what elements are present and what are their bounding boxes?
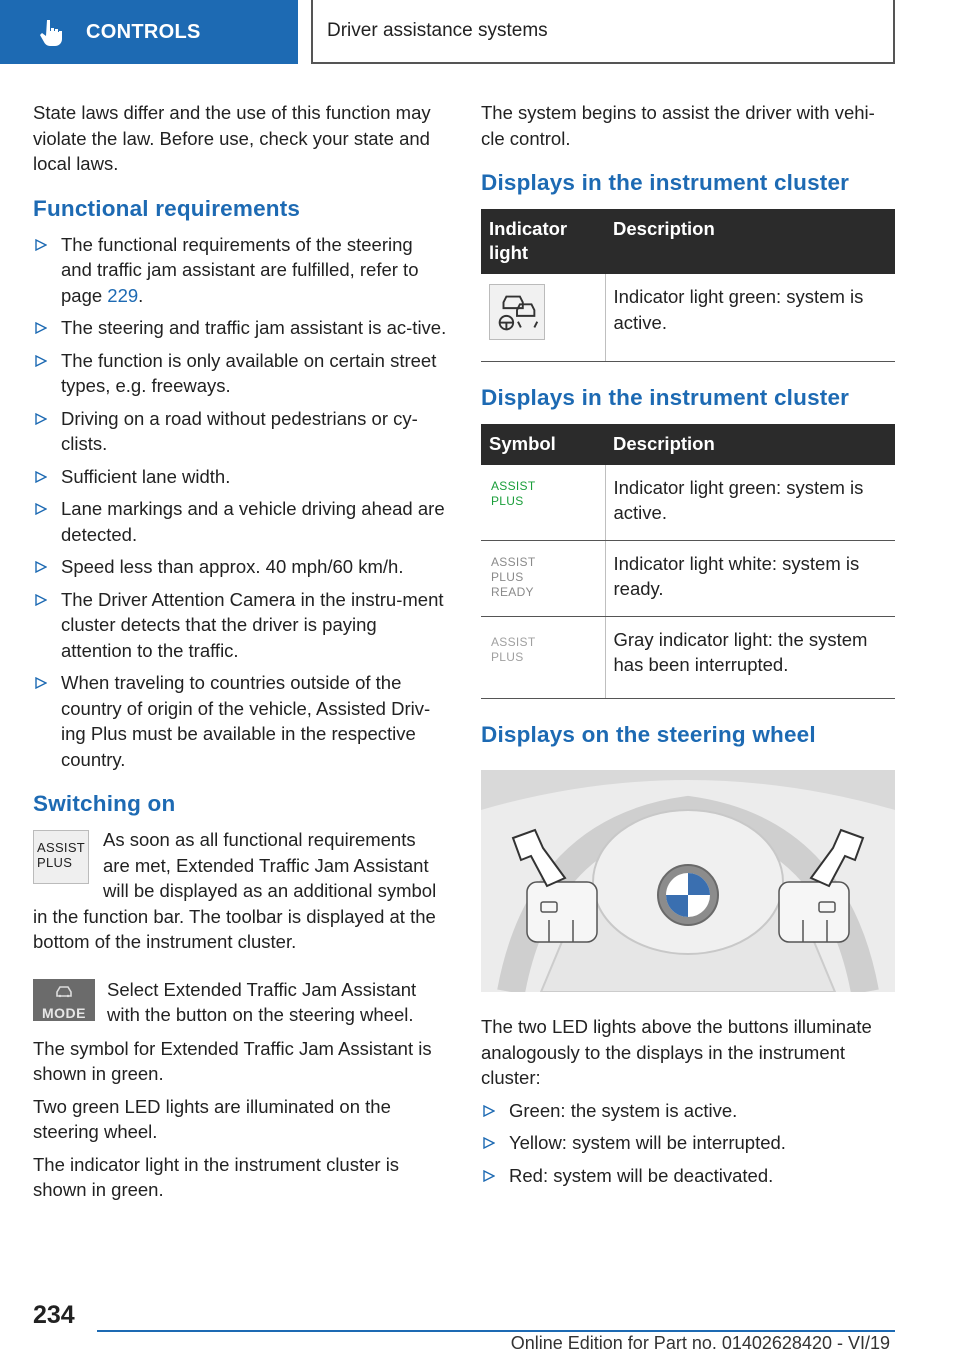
column-header: Description [605, 424, 895, 465]
triangle-bullet-icon [35, 503, 47, 515]
mode-block [33, 977, 447, 1028]
assist-plus-ready-symbol: ASSIST PLUS READY [491, 554, 536, 599]
list-item: Speed less than approx. 40 mph/60 km/h. [33, 554, 447, 580]
table-cell-desc: Indicator light green: system is active. [605, 274, 895, 361]
paragraph-leds: Two green LED lights are illuminated on the steering wheel. [33, 1095, 391, 1142]
list-item: Red: system will be deactivated. [481, 1163, 895, 1189]
list-item: The steering and traffic jam assistant is ac-tive. [33, 315, 447, 341]
hand-pointer-icon [36, 17, 66, 47]
list-item: Driving on a road without pedestrians or cy-clists. [33, 406, 447, 457]
triangle-bullet-icon [35, 413, 47, 425]
paragraph-symbol: The symbol for Extended Traffic Jam Assistant is shown in green. [33, 1037, 432, 1084]
triangle-bullet-icon [35, 594, 47, 606]
instrument-cluster-heading-2: Displays in the instrument cluster [481, 384, 850, 410]
steering-wheel-heading: Displays on the steering wheel [481, 721, 816, 747]
section-tab[interactable] [0, 0, 298, 64]
column-header: Description [605, 209, 895, 274]
left-column [33, 100, 447, 1210]
steering-assist-indicator-icon [489, 284, 545, 340]
footer-divider [97, 1330, 895, 1332]
symbol-table [481, 424, 895, 699]
triangle-bullet-icon [35, 355, 47, 367]
table-cell-desc: Indicator light white: system is ready. [605, 540, 895, 616]
functional-requirements-heading: Functional requirements [33, 195, 301, 221]
triangle-bullet-icon [35, 561, 47, 573]
wheel-description: The two LED lights above the buttons illuminate analogously to the displays in the instrument cluster: [481, 1016, 872, 1088]
table-header-row [481, 209, 895, 274]
chapter-title: Driver assistance systems [327, 20, 548, 41]
table-header-row [481, 424, 895, 465]
switching-on-heading: Switching on [33, 791, 176, 816]
assist-plus-gray-symbol: ASSIST PLUS [491, 634, 536, 664]
table-cell-desc: Indicator light green: system is active. [605, 465, 895, 541]
list-item: Green: the system is active. [481, 1098, 895, 1124]
list-item: Lane markings and a vehicle driving ahead are detected. [33, 496, 447, 547]
table-cell-icon [481, 465, 605, 541]
right-intro-text: The system begins to assist the driver with vehi-cle control. [481, 102, 875, 149]
triangle-bullet-icon [35, 471, 47, 483]
select-text: Select Extended Traffic Jam Assistant with the button on the steering wheel. [107, 978, 417, 1025]
triangle-bullet-icon [483, 1137, 495, 1149]
column-header: Indicator light [481, 209, 605, 274]
page-number: 234 [33, 1301, 75, 1329]
triangle-bullet-icon [35, 677, 47, 689]
instrument-cluster-heading-1: Displays in the instrument cluster [481, 170, 850, 195]
table-row [481, 465, 895, 541]
table-cell-desc: Gray indicator light: the system has been interrupted. [605, 616, 895, 698]
switch-on-text: As soon as all functional requirements are met, Extended Traffic Jam Assistant will be displayed as an additional symbol [103, 829, 437, 901]
triangle-bullet-icon [35, 322, 47, 334]
led-list [481, 1098, 895, 1189]
table-cell-icon [481, 274, 605, 361]
intro-text: State laws differ and the use of this function may violate the law. Before use, check your state and local laws. [33, 102, 431, 174]
list-item: The functional requirements of the steering and traffic jam assistant are fulfilled, refer to page 229. [33, 232, 447, 309]
chapter-header [311, 0, 895, 64]
table-row [481, 274, 895, 361]
assist-plus-green-symbol: ASSIST PLUS [491, 478, 536, 508]
triangle-bullet-icon [483, 1170, 495, 1182]
page-link[interactable]: 229 [107, 284, 139, 306]
mode-button-symbol [33, 979, 95, 1021]
list-item: The Driver Attention Camera in the instru-ment cluster detects that the driver is paying attention to the traffic. [33, 587, 447, 664]
list-item: When traveling to countries outside of the country of origin of the vehicle, Assisted Driv-ing Plus must be available in the respective country. [33, 670, 447, 772]
list-item: Yellow: system will be interrupted. [481, 1130, 895, 1156]
paragraph-indicator: The indicator light in the instrument cluster is shown in green. [33, 1153, 400, 1200]
triangle-bullet-icon [35, 239, 47, 251]
mode-label: MODE [42, 1004, 86, 1021]
switch-on-block [33, 827, 447, 904]
table-cell-icon [481, 616, 605, 698]
column-header: Symbol [481, 424, 605, 465]
section-label: CONTROLS [86, 20, 201, 43]
indicator-light-table [481, 209, 895, 362]
list-item: Sufficient lane width. [33, 464, 447, 490]
list-item: The function is only available on certain street types, e.g. freeways. [33, 348, 447, 399]
triangle-bullet-icon [483, 1105, 495, 1117]
requirements-list [33, 232, 447, 773]
table-cell-icon [481, 540, 605, 616]
steering-wheel-image [481, 770, 895, 992]
table-row [481, 540, 895, 616]
edition-text: Online Edition for Part no. 01402628420 - VI/19 [510, 1333, 890, 1353]
table-row [481, 616, 895, 698]
right-column [481, 100, 895, 1195]
switch-on-text-cont: in the function bar. The toolbar is displayed at the bottom of the instrument cluster. [33, 905, 436, 952]
assist-plus-symbol: ASSIST PLUS [33, 830, 89, 884]
